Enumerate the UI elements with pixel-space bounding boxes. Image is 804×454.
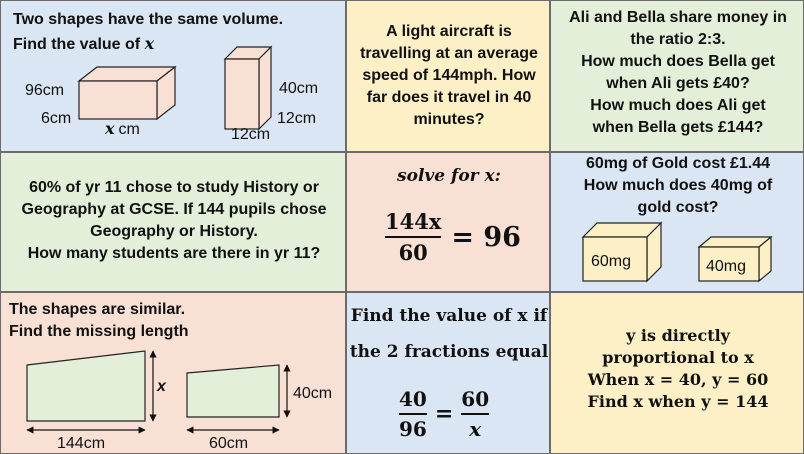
c7-base-right: 60cm — [209, 435, 249, 452]
c8-line1: Find the value of x if — [350, 306, 548, 326]
cell-ratio — [550, 0, 804, 152]
c2-text: A light aircraft is travelling at an average speed of 144mph. How far does it travel in 40 minutes? — [360, 23, 538, 128]
c7-line1: The shapes are similar. — [9, 301, 186, 318]
c8-f2-num: 60 — [461, 387, 490, 411]
c1-right-width: 12cm — [231, 126, 271, 143]
c8-f2-den: x — [469, 417, 482, 441]
c5-numerator: 144x — [385, 209, 442, 234]
cell-same-volume — [0, 0, 346, 152]
c6-text: 60mg of Gold cost £1.44 How much does 40mg of gold cost? — [583, 155, 773, 216]
cell-gold — [550, 152, 804, 292]
c1-right-height: 40cm — [279, 80, 319, 97]
cell-aircraft — [346, 0, 550, 152]
c8-f1-num: 40 — [399, 387, 427, 411]
cell-solve — [346, 152, 550, 292]
c7-base-left: 144cm — [57, 435, 106, 452]
c8-equation — [399, 387, 489, 441]
c1-left-width: x cm — [105, 119, 140, 138]
cell-percentage — [0, 152, 346, 292]
c5-equation — [385, 209, 521, 265]
cell-fractions — [346, 292, 550, 454]
cuboid-left-icon — [1, 1, 346, 152]
c6-box2-label: 40mg — [706, 258, 747, 275]
cell-proportion — [550, 292, 804, 454]
c1-left-height: 96cm — [25, 82, 65, 99]
c9-text: y is directly proportional to x When x = 40, y = 60 Find x when y = 144 — [587, 326, 769, 411]
c5-denominator: 60 — [398, 240, 428, 265]
c5-rhs: = 96 — [451, 221, 521, 253]
c7-line2: Find the missing length — [9, 323, 189, 340]
c1-right-depth: 12cm — [277, 110, 317, 127]
c4-text: 60% of yr 11 chose to study History or Geography at GCSE. If 144 pupils chose Geography or History. How many students are there in yr 11? — [21, 179, 327, 262]
c3-text: Ali and Bella share money in the ratio 2:3. How much does Bella get when Ali gets £40? How much does Ali get when Bella gets £144? — [569, 9, 787, 136]
c5-title: solve for x: — [397, 166, 501, 186]
c8-eq: = — [434, 401, 454, 427]
gold-bars-icon — [551, 153, 804, 292]
c8-line2: the 2 fractions equal — [349, 342, 549, 362]
cell-similar-shapes — [0, 292, 346, 454]
c6-box1-label: 60mg — [591, 253, 632, 270]
c7-side-right: 40cm — [293, 385, 333, 402]
c1-line1: Two shapes have the same volume. — [13, 11, 284, 28]
c1-left-depth: 6cm — [41, 110, 72, 127]
c8-f1-den: 96 — [399, 417, 427, 441]
c1-line2: Find the value of x — [13, 34, 155, 53]
c7-var: x — [157, 378, 166, 395]
similar-shapes-diagram — [1, 293, 346, 454]
